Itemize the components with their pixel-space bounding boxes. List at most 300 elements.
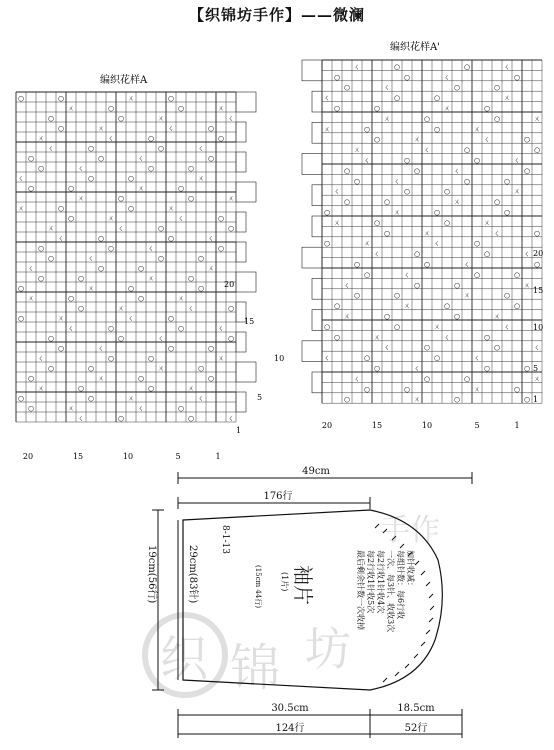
svg-text:ㄑ: ㄑ [207,234,215,243]
svg-text:○: ○ [413,250,421,259]
svg-text:ㄑ: ㄑ [147,244,155,253]
svg-text:○: ○ [343,83,351,92]
svg-text:ㄨ: ㄨ [197,174,205,183]
svg-text:○: ○ [77,304,85,313]
svg-text:○: ○ [177,404,185,413]
svg-text:ㄑ: ㄑ [97,344,105,353]
svg-text:○: ○ [27,374,35,383]
svg-text:ㄑ: ㄑ [17,174,25,183]
svg-text:ㄑ: ㄑ [67,324,75,333]
svg-text:○: ○ [187,414,195,423]
shaping-note-0: 加针收减： [406,550,415,590]
svg-text:○: ○ [17,284,25,293]
svg-text:ㄨ: ㄨ [17,204,25,213]
svg-text:ㄨ: ㄨ [157,114,165,123]
svg-text:ㄑ: ㄑ [57,234,65,243]
svg-text:○: ○ [403,73,411,82]
svg-text:○: ○ [167,94,175,103]
svg-text:○: ○ [403,187,411,196]
svg-text:ㄨ: ㄨ [97,124,105,133]
svg-text:ㄑ: ㄑ [167,124,175,133]
svg-text:○: ○ [177,104,185,113]
svg-text:ㄨ: ㄨ [67,104,75,113]
svg-text:○: ○ [207,374,215,383]
svg-text:○: ○ [453,395,461,404]
svg-text:ㄑ: ㄑ [483,135,491,144]
svg-text:○: ○ [353,291,361,300]
svg-text:○: ○ [187,194,195,203]
svg-text:ㄨ: ㄨ [483,218,491,227]
chart-a-row-10: 10 [274,354,285,363]
chart-a-row-20: 20 [224,280,235,289]
svg-text:○: ○ [47,254,55,263]
svg-text:ㄑ: ㄑ [27,264,35,273]
svg-text:○: ○ [227,304,235,313]
svg-text:ㄨ: ㄨ [463,291,471,300]
svg-text:○: ○ [473,239,481,248]
svg-text:ㄨ: ㄨ [473,125,481,134]
svg-text:○: ○ [363,385,371,394]
svg-text:ㄨ: ㄨ [343,312,351,321]
svg-text:○: ○ [77,274,85,283]
svg-text:○: ○ [197,364,205,373]
center-sub-label: (1片) [280,572,289,592]
chart-a [16,73,284,461]
svg-text:ㄑ: ㄑ [37,354,45,363]
svg-text:ㄑ: ㄑ [333,187,341,196]
svg-text:○: ○ [523,364,531,373]
svg-text:○: ○ [97,154,105,163]
svg-text:○: ○ [187,274,195,283]
svg-text:○: ○ [97,264,105,273]
svg-text:ㄑ: ㄑ [87,254,95,263]
svg-text:○: ○ [373,135,381,144]
svg-text:○: ○ [443,218,451,227]
svg-text:○: ○ [97,234,105,243]
svg-text:○: ○ [57,124,65,133]
svg-text:○: ○ [17,394,25,403]
svg-text:○: ○ [167,344,175,353]
svg-text:ㄑ: ㄑ [353,374,361,383]
svg-text:○: ○ [137,294,145,303]
svg-text:ㄑ: ㄑ [217,324,225,333]
svg-text:ㄑ: ㄑ [523,250,531,259]
svg-text:ㄨ: ㄨ [217,354,225,363]
svg-text:○: ○ [107,354,115,363]
svg-text:ㄑ: ㄑ [177,214,185,223]
svg-text:○: ○ [503,291,511,300]
svg-text:○: ○ [363,125,371,134]
svg-text:ㄨ: ㄨ [353,146,361,155]
svg-text:○: ○ [403,156,411,165]
svg-text:ㄑ: ㄑ [373,250,381,259]
svg-text:○: ○ [433,208,441,217]
svg-text:○: ○ [177,324,185,333]
svg-text:○: ○ [147,384,155,393]
svg-text:○: ○ [37,244,45,253]
svg-text:ㄑ: ㄑ [127,314,135,323]
svg-text:ㄑ: ㄑ [383,343,391,352]
svg-text:ㄑ: ㄑ [227,414,235,423]
svg-text:○: ○ [157,224,165,233]
svg-text:ㄑ: ㄑ [363,156,371,165]
svg-text:○: ○ [207,154,215,163]
svg-text:ㄨ: ㄨ [117,304,125,313]
chart-a-prime-row-15: 15 [533,286,544,295]
svg-text:○: ○ [373,104,381,113]
svg-text:○: ○ [197,284,205,293]
svg-text:○: ○ [343,198,351,207]
svg-text:○: ○ [67,184,75,193]
svg-text:○: ○ [393,322,401,331]
svg-text:○: ○ [117,114,125,123]
svg-text:ㄨ: ㄨ [137,184,145,193]
svg-text:ㄨ: ㄨ [383,114,391,123]
svg-text:○: ○ [117,194,125,203]
svg-text:○: ○ [27,404,35,413]
svg-text:ㄨ: ㄨ [77,194,85,203]
svg-text:ㄑ: ㄑ [413,364,421,373]
svg-text:○: ○ [513,302,521,311]
svg-text:坊: 坊 [305,622,351,676]
svg-text:○: ○ [493,343,501,352]
chart-a-prime-label: 编织花样A' [390,42,440,53]
sleeve-schematic [145,472,472,738]
svg-text:○: ○ [217,134,225,143]
svg-text:○: ○ [333,333,341,342]
svg-text:○: ○ [493,83,501,92]
svg-text:ㄑ: ㄑ [463,260,471,269]
svg-text:○: ○ [473,270,481,279]
svg-text:ㄑ: ㄑ [343,281,351,290]
chart-a-prime-col-10: 10 [421,421,433,430]
bottom-right-rows-label: 52行 [404,723,428,734]
svg-text:○: ○ [363,270,371,279]
svg-text:○: ○ [157,254,165,263]
svg-text:锦: 锦 [230,639,280,697]
svg-text:○: ○ [67,214,75,223]
shaping-note-3: 每2行收1针收4次 [376,550,385,614]
svg-text:ㄨ: ㄨ [533,374,541,383]
chart-a-prime-row-1: 1 [533,395,539,404]
svg-text:○: ○ [187,164,195,173]
svg-text:○: ○ [107,104,115,113]
svg-text:○: ○ [57,344,65,353]
chart-a-row-5: 5 [257,393,263,402]
bottom-left-rows-label: 124行 [275,723,305,734]
svg-text:○: ○ [57,204,65,213]
chart-a-prime-row-10: 10 [533,323,544,332]
shaping-note-4: 每2行收1针收5次 [366,550,375,614]
svg-text:ㄨ: ㄨ [513,187,521,196]
svg-text:ㄨ: ㄨ [363,239,371,248]
svg-text:ㄨ: ㄨ [373,333,381,342]
svg-text:○: ○ [423,114,431,123]
svg-text:ㄑ: ㄑ [137,404,145,413]
svg-text:○: ○ [383,198,391,207]
chart-a-col-5: 5 [175,452,181,461]
shaping-note-2: 一次、每3针、收收3次 [386,550,395,633]
svg-text:○: ○ [147,164,155,173]
svg-text:○: ○ [127,174,135,183]
svg-text:○: ○ [383,229,391,238]
svg-text:ㄑ: ㄑ [423,146,431,155]
svg-text:○: ○ [483,333,491,342]
svg-text:ㄨ: ㄨ [473,385,481,394]
chart-a-prime-col-1: 1 [514,421,520,430]
svg-text:织: 织 [160,631,209,687]
svg-text:○: ○ [207,344,215,353]
svg-text:○: ○ [177,184,185,193]
svg-text:○: ○ [433,94,441,103]
svg-text:○: ○ [503,208,511,217]
svg-text:ㄑ: ㄑ [227,114,235,123]
svg-text:ㄨ: ㄨ [127,394,135,403]
svg-text:ㄨ: ㄨ [187,384,195,393]
svg-text:ㄨ: ㄨ [177,294,185,303]
svg-text:○: ○ [503,177,511,186]
svg-text:○: ○ [323,208,331,217]
bottom-right-cm-label: 18.5cm [397,703,435,714]
svg-text:ㄨ: ㄨ [107,214,115,223]
svg-text:○: ○ [37,274,45,283]
svg-text:○: ○ [523,166,531,175]
bottom-left-cm-label: 30.5cm [271,703,309,714]
svg-text:ㄑ: ㄑ [353,62,361,71]
svg-text:ㄨ: ㄨ [27,294,35,303]
svg-text:ㄨ: ㄨ [523,281,531,290]
svg-text:○: ○ [333,73,341,82]
svg-text:ㄨ: ㄨ [227,194,235,203]
svg-text:○: ○ [323,239,331,248]
svg-text:ㄑ: ㄑ [77,164,85,173]
svg-text:ㄨ: ㄨ [157,364,165,373]
svg-text:ㄑ: ㄑ [187,304,195,313]
svg-text:ㄨ: ㄨ [433,322,441,331]
svg-text:ㄑ: ㄑ [107,134,115,143]
svg-text:ㄨ: ㄨ [323,125,331,134]
svg-text:○: ○ [343,395,351,404]
svg-text:○: ○ [107,324,115,333]
svg-text:ㄨ: ㄨ [127,94,135,103]
svg-text:○: ○ [463,146,471,155]
svg-text:ㄑ: ㄑ [503,322,511,331]
svg-text:○: ○ [167,234,175,243]
top-width-label: 49cm [302,466,330,477]
svg-text:ㄑ: ㄑ [493,229,501,238]
svg-text:○: ○ [423,343,431,352]
svg-text:○: ○ [57,94,65,103]
chart-a-prime-row-5: 5 [533,364,539,373]
svg-text:ㄑ: ㄑ [157,334,165,343]
svg-text:ㄨ: ㄨ [533,114,541,123]
svg-text:○: ○ [87,174,95,183]
svg-text:ㄑ: ㄑ [393,177,401,186]
svg-text:○: ○ [207,124,215,133]
svg-text:○: ○ [87,144,95,153]
svg-text:○: ○ [333,302,341,311]
svg-text:○: ○ [493,114,501,123]
svg-text:○: ○ [443,187,451,196]
svg-text:ㄑ: ㄑ [513,156,521,165]
svg-text:○: ○ [353,260,361,269]
svg-text:○: ○ [443,302,451,311]
svg-text:ㄨ: ㄨ [403,302,411,311]
svg-text:ㄨ: ㄨ [87,284,95,293]
svg-text:○: ○ [423,374,431,383]
svg-text:ㄨ: ㄨ [413,395,421,404]
chart-a-col-10: 10 [122,452,134,461]
svg-text:ㄑ: ㄑ [197,394,205,403]
svg-text:ㄑ: ㄑ [117,224,125,233]
center-title-label: 袖片 [291,565,315,605]
svg-text:○: ○ [117,414,125,423]
svg-text:手作: 手作 [380,513,440,548]
svg-text:○: ○ [217,244,225,253]
svg-text:ㄑ: ㄑ [137,154,145,163]
svg-text:ㄑ: ㄑ [533,343,541,352]
svg-text:○: ○ [493,198,501,207]
svg-text:ㄨ: ㄨ [167,204,175,213]
svg-text:○: ○ [403,385,411,394]
svg-text:○: ○ [227,334,235,343]
svg-text:○: ○ [47,334,55,343]
svg-text:○: ○ [333,104,341,113]
svg-text:○: ○ [453,281,461,290]
svg-text:○: ○ [107,244,115,253]
svg-text:○: ○ [413,166,421,175]
svg-text:ㄨ: ㄨ [37,134,45,143]
svg-text:○: ○ [353,177,361,186]
chart-a-col-1: 1 [215,452,221,461]
svg-text:ㄑ: ㄑ [443,73,451,82]
svg-text:ㄨ: ㄨ [493,312,501,321]
svg-text:○: ○ [147,354,155,363]
svg-text:ㄑ: ㄑ [383,83,391,92]
svg-text:ㄨ: ㄨ [443,104,451,113]
svg-text:ㄨ: ㄨ [423,229,431,238]
svg-text:○: ○ [127,284,135,293]
svg-text:○: ○ [483,104,491,113]
svg-text:○: ○ [197,254,205,263]
svg-text:○: ○ [523,395,531,404]
svg-text:○: ○ [513,73,521,82]
svg-text:○: ○ [373,364,381,373]
svg-text:○: ○ [87,394,95,403]
svg-text:○: ○ [373,218,381,227]
svg-text:○: ○ [533,260,541,269]
svg-text:○: ○ [463,177,471,186]
svg-text:ㄑ: ㄑ [323,94,331,103]
svg-text:○: ○ [217,214,225,223]
svg-text:○: ○ [413,281,421,290]
svg-text:ㄨ: ㄨ [37,384,45,393]
svg-text:○: ○ [27,184,35,193]
svg-text:ㄨ: ㄨ [333,218,341,227]
chart-a-col-20: 20 [22,452,34,461]
svg-text:○: ○ [67,294,75,303]
svg-text:ㄑ: ㄑ [503,62,511,71]
chart-a-col-15: 15 [72,452,84,461]
svg-text:○: ○ [117,334,125,343]
svg-text:ㄑ: ㄑ [433,239,441,248]
top-rows-label: 176行 [263,491,293,502]
svg-text:○: ○ [87,364,95,373]
svg-text:○: ○ [423,260,431,269]
svg-text:○: ○ [463,374,471,383]
svg-text:○: ○ [533,146,541,155]
svg-text:○: ○ [433,354,441,363]
svg-text:○: ○ [393,291,401,300]
svg-text:○: ○ [147,134,155,143]
svg-text:ㄑ: ㄑ [473,354,481,363]
svg-text:○: ○ [533,229,541,238]
svg-text:○: ○ [433,125,441,134]
svg-text:○: ○ [393,94,401,103]
svg-text:○: ○ [47,364,55,373]
hem-note-label: (15cm 44行) [254,565,262,609]
svg-text:○: ○ [453,83,461,92]
svg-text:ㄨ: ㄨ [57,314,65,323]
svg-text:ㄑ: ㄑ [77,414,85,423]
svg-text:ㄨ: ㄨ [503,94,511,103]
svg-text:○: ○ [343,166,351,175]
chart-a-prime-col-5: 5 [474,421,480,430]
svg-text:○: ○ [47,114,55,123]
svg-text:○: ○ [17,94,25,103]
svg-text:○: ○ [393,62,401,71]
shaping-note-1: 每组针数：每6行收 [396,550,405,620]
svg-text:ㄨ: ㄨ [217,104,225,113]
svg-text:○: ○ [27,154,35,163]
chart-a-row-1: 1 [236,426,242,435]
left-height-cm-label: 19cm(56行) [146,545,157,604]
svg-text:○: ○ [323,322,331,331]
svg-text:ㄑ: ㄑ [453,166,461,175]
svg-text:ㄑ: ㄑ [323,354,331,363]
svg-text:ㄑ: ㄑ [197,144,205,153]
svg-text:○: ○ [157,144,165,153]
svg-text:○: ○ [473,156,481,165]
svg-text:ㄑ: ㄑ [47,144,55,153]
svg-text:○: ○ [523,135,531,144]
svg-text:○: ○ [483,364,491,373]
chart-a-prime [302,40,543,430]
page-title: 【织锦坊手作】——微澜 [188,6,365,24]
svg-text:○: ○ [227,224,235,233]
chart-a-row-15: 15 [244,317,255,326]
side-note-label: 8-1-13 [220,525,230,554]
svg-text:ㄨ: ㄨ [393,208,401,217]
chart-a-prime-col-20: 20 [321,421,333,430]
svg-text:ㄑ: ㄑ [443,333,451,342]
svg-text:ㄨ: ㄨ [147,274,155,283]
chart-a-label: 编织花样A [100,75,148,86]
svg-text:ㄨ: ㄨ [47,224,55,233]
shaping-note-5: 最后剩余针数一次收掉 [356,550,365,630]
svg-text:○: ○ [463,62,471,71]
svg-text:○: ○ [127,204,135,213]
svg-text:○: ○ [453,312,461,321]
svg-text:○: ○ [167,314,175,323]
svg-text:ㄨ: ㄨ [413,135,421,144]
svg-text:ㄨ: ㄨ [453,198,461,207]
svg-text:○: ○ [383,312,391,321]
svg-text:○: ○ [483,250,491,259]
svg-text:ㄨ: ㄨ [97,374,105,383]
svg-text:ㄨ: ㄨ [207,264,215,273]
svg-text:○: ○ [37,164,45,173]
